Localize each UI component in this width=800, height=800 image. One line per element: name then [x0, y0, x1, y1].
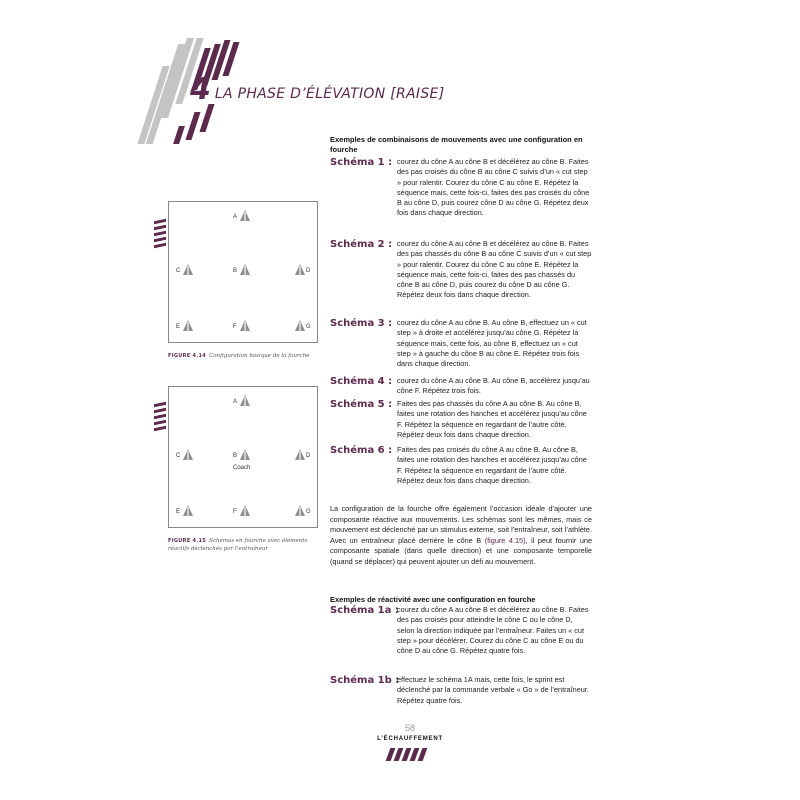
schema-item [330, 239, 592, 301]
schema-label: Schéma 6 : [330, 445, 393, 456]
schema-text: Faites des pas chassés du cône A au cône B. Au cône B, faites une rotation des hanches et accélérez jusqu’au cône F. Répétez la séquence en regardant de l’autre côté. Répétez deux fois dans chaque direction. [397, 399, 587, 439]
cone-g [295, 505, 305, 516]
cone-f [240, 505, 250, 516]
cone-a [240, 210, 250, 221]
cone-label: C [176, 453, 181, 459]
cone-c [183, 264, 193, 275]
schema-item [330, 605, 592, 656]
schema-label: Schéma 1b : [330, 675, 400, 686]
schema-label: Schéma 1a : [330, 605, 399, 616]
footer-stripes [388, 748, 425, 761]
cone-label: C [176, 268, 181, 274]
schema-item [330, 376, 592, 397]
footer-section-label: L’ÉCHAUFFEMENT [377, 736, 443, 742]
cone-b [240, 449, 250, 460]
cone-c [183, 449, 193, 460]
cone-label: D [306, 268, 311, 274]
chapter-number: 4 [190, 72, 211, 107]
section-1-heading: Exemples de combinaisons de mouvements avec une configuration en fourche [330, 135, 583, 154]
schema-label: Schéma 2 : [330, 239, 393, 250]
schema-label: Schéma 3 : [330, 318, 393, 329]
schema-label: Schéma 5 : [330, 399, 393, 410]
paragraph-text-1: La configuration de la fourche offre également l’occasion idéale d’ajouter une composante réactive aux mouvements. Les schémas sont les mêmes, mais ce mouvement est déclenché par un stimulus externe, soit l’entraîneur, soit l’athlète. Avec un entraîneur placé derrière le cône B [330, 504, 592, 545]
cone-label: A [233, 399, 238, 405]
schema-text: courez du cône A au cône B et décélérez au cône B. Faites des pas chassés du cône B au cône C suivis d’un « cut step » pour ralentir. Courez du cône C au cône E. Répétez la séquence mais, cette fois-ci, faites des pas chassés du cône B au cône D, puis courez du cône D au cône G. Répétez deux fois dans chaque direction. [397, 239, 592, 300]
body-paragraph [330, 504, 592, 567]
cone-e [183, 320, 193, 331]
cone-label: F [233, 324, 237, 330]
chapter-heading [190, 72, 445, 107]
cone-label: A [233, 214, 238, 220]
schema-item [330, 675, 592, 706]
cone-e [183, 505, 193, 516]
chapter-title: LA PHASE D’ÉLÉVATION [RAISE] [214, 86, 445, 102]
schema-text: courez du cône A au cône B. Au cône B, effectuez un « cut step » à droite et accélérez jusqu’au cône G. Répétez la séquence mais, cette fois, au cône B, effectuez un « cut step » à gauche du cône B au cône E. Répétez trois fois dans chaque direction. [397, 318, 587, 369]
schema-item [330, 399, 592, 440]
cone-d [295, 449, 305, 460]
cone-label: G [306, 324, 311, 330]
cone-label: B [233, 453, 238, 459]
cone-label: G [306, 509, 311, 515]
figure-reference-link[interactable]: (figure 4.15) [484, 535, 526, 545]
schema-text: courez du cône A au cône B. Au cône B, accélérez jusqu’au cône F. Répétez trois fois. [397, 376, 590, 396]
figure-1-caption-text: Configuration basique de la fourche [209, 353, 310, 359]
figure-2-number: FIGURE 4.15 [168, 538, 207, 544]
schema-item [330, 445, 592, 486]
schema-label: Schéma 4 : [330, 376, 393, 387]
figure-1-caption [168, 352, 318, 360]
cone-b [240, 264, 250, 275]
cone-f [240, 320, 250, 331]
section-2-heading: Exemples de réactivité avec une configuration en fourche [330, 595, 536, 604]
schema-label: Schéma 1 : [330, 157, 393, 168]
schema-item [330, 318, 592, 369]
cone-label: E [176, 509, 181, 515]
cone-g [295, 320, 305, 331]
schema-text: Faites des pas croisés du cône A au cône B. Au cône B, faites une rotation des hanches et accélérez jusqu’au cône F. Répétez la séquence en regardant de l’autre côté. Répétez deux fois dans chaque direction. [397, 445, 587, 485]
figure-1-stripes [154, 220, 166, 250]
coach-label: Coach [233, 465, 251, 471]
figure-2-caption-text: Schémas en fourche avec éléments réactifs déclenchés par l’entraîneur [168, 538, 308, 552]
cone-label: E [176, 324, 181, 330]
figure-2-caption [168, 537, 318, 553]
cone-label: D [306, 453, 311, 459]
schema-text: courez du cône A au cône B et décélérez au cône B. Faites des pas croisés pour atteindre le cône C ou le cône D, selon la direction indiquée par l’entraîneur. Faites un « cut step » pour décélérer. Courez du cône C au cône E ou du cône D au cône G. Répétez quatre fois. [397, 605, 589, 656]
figure-2-stripes [154, 403, 166, 433]
schema-item [330, 157, 592, 219]
schema-text: effectuez le schéma 1A mais, cette fois, le sprint est déclenché par la commande verbale « Go » de l’entraîneur. Répétez quatre fois. [397, 675, 589, 705]
figure-1-diagram [168, 201, 318, 343]
paragraph-text-2: , il peut fournir une composante spatiale (dans quelle direction) et une composante temporelle (quand se déplacer) qui peuvent ajouter un défi au mouvement. [330, 535, 592, 566]
cone-label: B [233, 268, 238, 274]
cone-a [240, 395, 250, 406]
cone-label: F [233, 509, 237, 515]
schema-text: courez du cône A au cône B et décélérez au cône B. Faites des pas croisés du cône B au cône C suivis d’un « cut step » pour ralentir. Courez du cône C au cône E. Répétez la séquence mais, cette fois-ci, faites des pas croisés du cône B au cône D, puis courez cône D au cône G. Répétez deux fois dans chaque direction. [397, 157, 590, 218]
cone-d [295, 264, 305, 275]
figure-1-number: FIGURE 4.14 [168, 353, 207, 359]
figure-2-diagram [168, 386, 318, 528]
page-number: 58 [404, 723, 415, 733]
